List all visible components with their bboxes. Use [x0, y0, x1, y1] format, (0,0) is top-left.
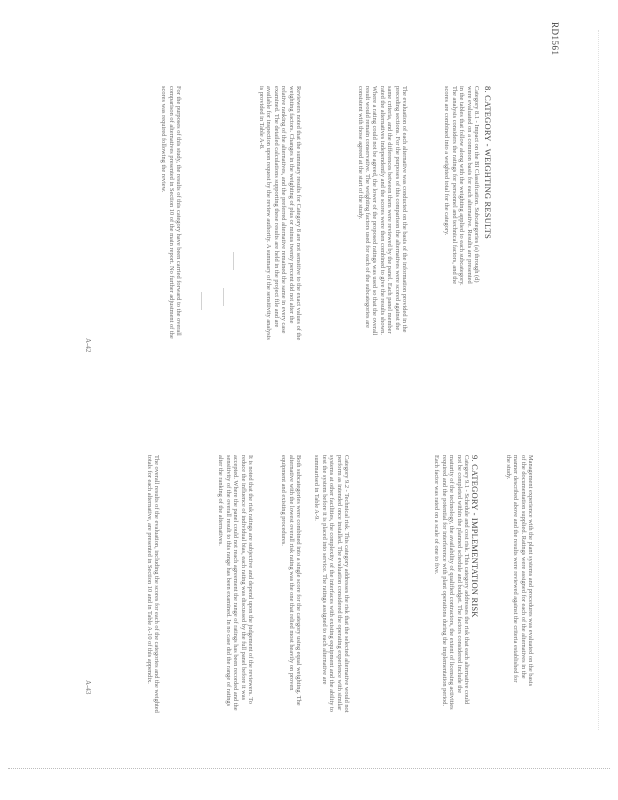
left-paragraph-1: Category 8.1 - Impact on the BI Classification. Subcategories (a) through (d) were evaluated on a common basis for each alternative. Results are presented in the tables that follow along with the weighting applied to each subcategory. The analysis considers the ratings for personnel and technical factors, and the scores are combined into a weighted total for the category.: [443, 86, 480, 286]
document-id-header: RD1561: [550, 22, 560, 56]
signature-line: ______: [232, 252, 238, 270]
right-paragraph-1: Category 9.1 - Schedule and cost risk. This category addresses the risk that each alternative could not be completed within the planned schedule and budget. The factors considered include the maturity of the technology, the availability of qualified contractors, the extent of licensing activities required and the potential for interference with plant operations during the implementation period. Each factor was rated on a scale of one to five.: [433, 455, 470, 710]
right-section-heading: 9. CATEGORY - IMPLEMENTATION RISK: [470, 455, 480, 618]
right-paragraph-2: Category 9.2 - Technical risk. This category addresses the risk that the selected alternative would not perform as intended once installed. The evaluation considered the operating experience with similar systems at other facilities, the complexity of the interfaces with existing equipment and the ability to test the system before it is placed into service. The ratings assigned to each alternative are summarised in Table A-9.: [313, 455, 350, 713]
page-number-left: A-42: [84, 338, 92, 353]
signature-line: ______: [200, 292, 206, 310]
left-paragraph-2: The evaluation of each alternative was conducted on the basis of the information provided in the preceding sections. For the purposes of this comparison the alternatives were scored against the same criteria, and the differences between them were reviewed by the panel. Each panel member rated the alternatives independently and the scores were then combined to give the results shown. Where a rating could not be agreed, the lower of the proposed ratings was used so that the overall result would remain conservative. The weighting factors used for each of the subcategories are consistent with those agreed at the start of the study.: [356, 86, 408, 336]
left-section-heading: 8. CATEGORY - WEIGHTING RESULTS: [483, 86, 493, 239]
left-paragraph-3: Reviewers noted that the summary results for Category 8 are not sensitive to the exact values of the weighting factors. Changes in the weighting of plus or minus twenty percent did not alter the relative ranking of the alternatives, and the preferred alternative remained the same in every case examined. The detailed calculations supporting these results are held in the project file and are available for inspection upon request by the review authority. A summary of the sensitivity analysis is provided in Table A-8.: [257, 86, 302, 341]
signature-line: ______: [222, 288, 228, 306]
page-number-right: A-43: [84, 680, 92, 695]
right-paragraph-3: Both subcategories were combined into a single score for the category using equal weighting. The alternative with the lowest overall risk rating was the one that relied most heavily on proven equipment and existing procedures.: [280, 455, 302, 706]
bottom-dotted-rule: [8, 768, 610, 769]
right-paragraph-5: The overall results of the evaluation, including the scores for each of the categories and the weighted totals for each alternative, are presented in Section 10 and in Table A-10 of this appendix.: [145, 455, 160, 713]
left-paragraph-4: For the purposes of this study, the results of this category have been carried forward to the overall comparison of alternatives presented in Section 10 of the main report. No further adjustment of the scores was required following the review.: [160, 86, 182, 339]
right-top-paragraph: Management experience with the plant systems and procedures was evaluated on the basis of the documentation supplied. Ratings were assigned for each of the alternatives in the manner described above and the results were reviewed against the criteria established for the study.: [504, 455, 534, 687]
right-paragraph-4: It is noted that the risk ratings are subjective and depend upon the judgement of the reviewers. To reduce the influence of individual bias, each rating was discussed by the full panel before it was accepted. Where the panel could not reach agreement the range of ratings has been recorded and the sensitivity of the overall result to this range has been examined. In no case did the range of ratings alter the ranking of the alternatives.: [217, 455, 254, 711]
scan-edge-rule: [598, 30, 599, 730]
